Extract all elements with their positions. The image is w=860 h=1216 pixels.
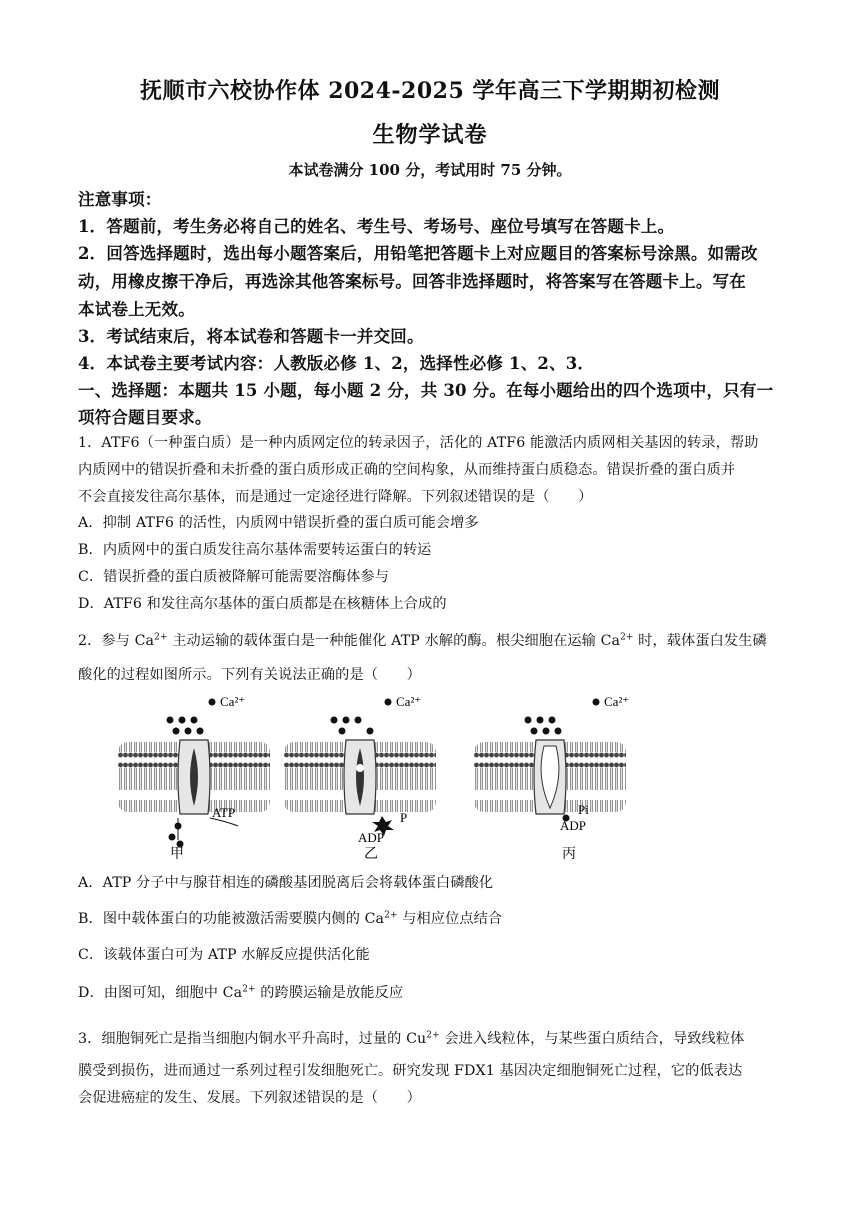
note-line: 2．回答选择题时，选出每小题答案后，用铅笔把答题卡上对应题目的答案标号涂黑。如需改: [78, 244, 758, 263]
section-heading-cont: 项符合题目要求。: [78, 408, 212, 427]
q2-option-c[interactable]: C．该载体蛋白可为 ATP 水解反应提供活化能: [78, 947, 370, 963]
q1-stem-line: 1．ATF6（一种蛋白质）是一种内质网定位的转录因子，活化的 ATF6 能激活内质网相关基因的转录，帮助: [78, 435, 759, 451]
exam-subtitle: 生物学试卷: [372, 122, 488, 148]
q1-stem-line: 内质网中的错误折叠和未折叠的蛋白质形成正确的空间构象，从而维持蛋白质稳态。错误折叠的蛋白质并: [78, 462, 736, 478]
q1-option-c[interactable]: C．错误折叠的蛋白质被降解可能需要溶酶体参与: [78, 569, 389, 585]
ion-label: Ca²⁺: [220, 694, 246, 709]
ion-label: Ca²⁺: [604, 694, 630, 709]
q1-option-a[interactable]: A．抑制 ATF6 的活性，内质网中错误折叠的蛋白质可能会增多: [78, 515, 479, 531]
q2-option-d[interactable]: D．由图可知，细胞中 $Ca^{2+}$ 的跨膜运输是放能反应: [78, 984, 404, 1001]
q3-stem-line: 3．细胞铜死亡是指当细胞内铜水平升高时，过量的 $Cu^{2+}$ 会进入线粒体，与某些蛋白质结合，导致线粒体: [78, 1030, 745, 1047]
q2-stem-line: 酸化的过程如图所示。下列有关说法正确的是（ ）: [78, 667, 421, 683]
p-label: P: [400, 810, 408, 825]
q2-option-a[interactable]: A．ATP 分子中与腺苷相连的磷酸基团脱离后会将载体蛋白磷酸化: [78, 875, 494, 891]
panel-label-yi: 乙: [364, 846, 378, 862]
note-line: 3．考试结束后，将本试卷和答题卡一并交回。: [78, 327, 424, 346]
atp-label: ATP: [212, 805, 236, 820]
adp-label: ADP: [560, 818, 587, 833]
membrane-transport-figure: [118, 690, 678, 862]
panel-bing: [474, 694, 629, 862]
q1-option-b[interactable]: B．内质网中的蛋白质发往高尔基体需要转运蛋白的转运: [78, 542, 432, 558]
exam-info: 本试卷满分 100 分，考试用时 75 分钟。: [288, 161, 572, 179]
note-line: 4．本试卷主要考试内容：人教版必修 1、2，选择性必修 1、2、3．: [78, 354, 595, 373]
exam-title: 抚顺市六校协作体 2024-2025 学年高三下学期期初检测: [140, 78, 720, 104]
section-heading: 一、选择题：本题共 15 小题，每小题 2 分，共 30 分。在每小题给出的四个选项中，只有一: [78, 381, 774, 400]
panel-label-bing: 丙: [562, 846, 576, 862]
note-line: 本试卷上无效。: [78, 300, 195, 319]
q3-stem-line: 膜受到损伤，进而通过一系列过程引发细胞死亡。研究发现 FDX1 基因决定细胞铜死亡过程，它的低表达: [78, 1063, 743, 1079]
note-line: 1．答题前，考生务必将自己的姓名、考生号、考场号、座位号填写在答题卡上。: [78, 217, 675, 236]
q2-stem-line: 2．参与 $Ca^{2+}$ 主动运输的载体蛋白是一种能催化 ATP 水解的酶。根尖细胞在运输 $Ca^{2+}$ 时，载体蛋白发生磷: [78, 632, 767, 649]
panel-yi: [284, 694, 436, 862]
panel-jia: [118, 694, 270, 862]
ion-label: Ca²⁺: [396, 694, 422, 709]
notes-heading: 注意事项：: [78, 190, 162, 209]
q3-stem-line: 会促进癌症的发生、发展。下列叙述错误的是（ ）: [78, 1090, 421, 1106]
panel-label-jia: 甲: [170, 846, 184, 862]
q1-stem-line: 不会直接发往高尔基体，而是通过一定途径进行降解。下列叙述错误的是（ ）: [78, 489, 593, 505]
pi-label: Pi: [578, 802, 589, 817]
q1-option-d[interactable]: D．ATF6 和发往高尔基体的蛋白质都是在核糖体上合成的: [78, 596, 447, 612]
note-line: 动，用橡皮擦干净后，再选涂其他答案标号。回答非选择题时，将答案写在答题卡上。写在: [78, 272, 746, 291]
q2-option-b[interactable]: B．图中载体蛋白的功能被激活需要膜内侧的 $Ca^{2+}$ 与相应位点结合: [78, 910, 503, 927]
adp-label: ADP: [358, 830, 385, 845]
